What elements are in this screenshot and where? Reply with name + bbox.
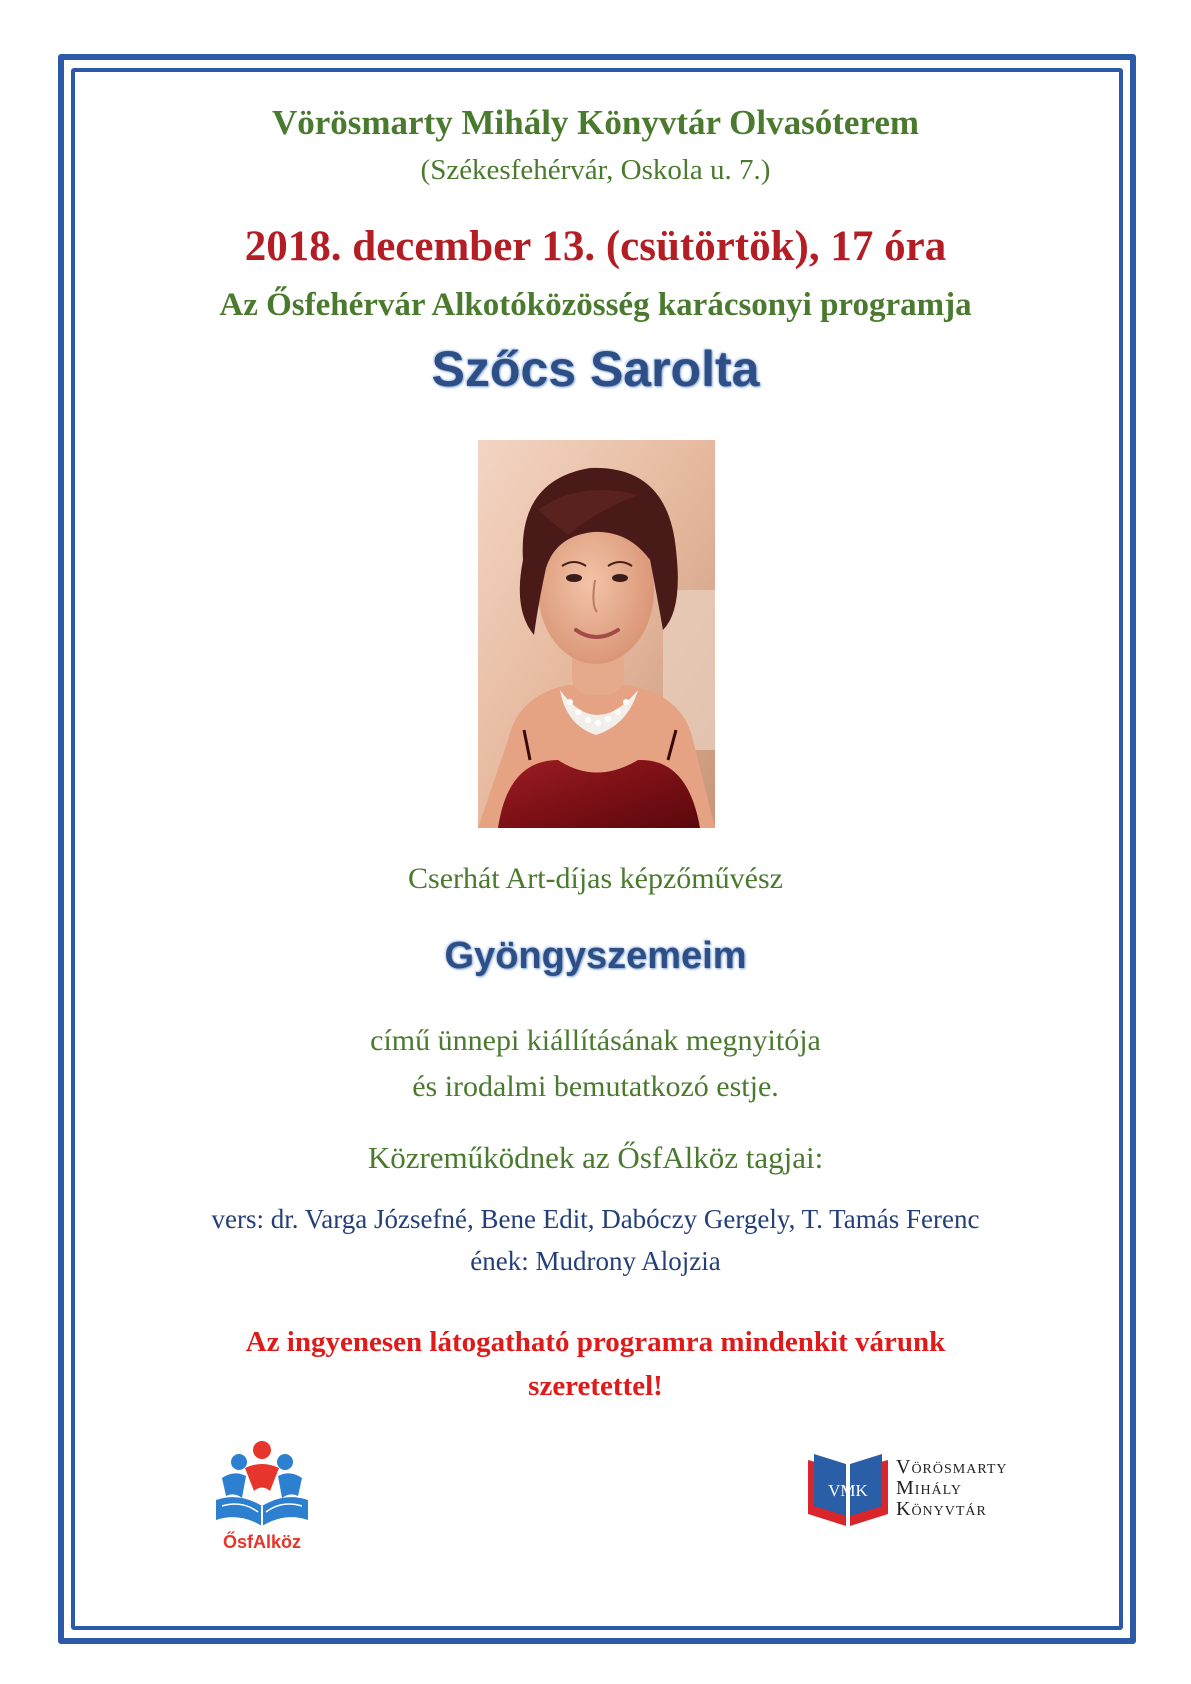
description-line-2: és irodalmi bemutatkozó estje. — [412, 1070, 779, 1103]
vmk-library-logo — [806, 1448, 1036, 1528]
vmk-monogram: VMK — [828, 1481, 868, 1500]
event-date-time: 2018. december 13. (csütörtök), 17 óra — [244, 223, 947, 270]
program-title: Az Ősfehérvár Alkotóközösség karácsonyi programja — [219, 287, 972, 323]
artist-name: Szőcs Sarolta — [431, 341, 760, 397]
open-book-icon — [806, 1448, 890, 1528]
invitation-line-1: Az ingyenesen látogatható programra mindenkit várunk — [245, 1326, 946, 1358]
artist-award: Cserhát Art-díjas képzőművész — [408, 862, 783, 895]
library-title: Vörösmarty Mihály Könyvtár Olvasóterem — [271, 103, 920, 142]
people-on-open-book-icon — [212, 1436, 312, 1532]
exhibition-title: Gyöngyszemeim — [444, 935, 747, 977]
contributors-heading: Közreműködnek az ŐsfAlköz tagjai: — [367, 1140, 824, 1175]
description-line-1: című ünnepi kiállításának megnyitója — [370, 1024, 821, 1057]
vmk-logo-text — [896, 1457, 1008, 1520]
artist-portrait-photo — [478, 440, 715, 828]
song-performer: ének: Mudrony Alojzia — [470, 1246, 721, 1276]
vmk-logo-line-2: Mihály — [896, 1477, 962, 1499]
address: (Székesfehérvár, Oskola u. 7.) — [420, 154, 771, 186]
vmk-logo-line-1: Vörösmarty — [896, 1456, 1008, 1478]
osfalkoz-logo — [212, 1436, 312, 1556]
osfalkoz-logo-label: ŐsfAlköz — [222, 1532, 301, 1552]
verse-performers: vers: dr. Varga Józsefné, Bene Edit, Dabóczy Gergely, T. Tamás Ferenc — [211, 1204, 980, 1234]
invitation-line-2: szeretettel! — [528, 1370, 663, 1402]
vmk-logo-line-3: Könyvtár — [896, 1498, 987, 1520]
